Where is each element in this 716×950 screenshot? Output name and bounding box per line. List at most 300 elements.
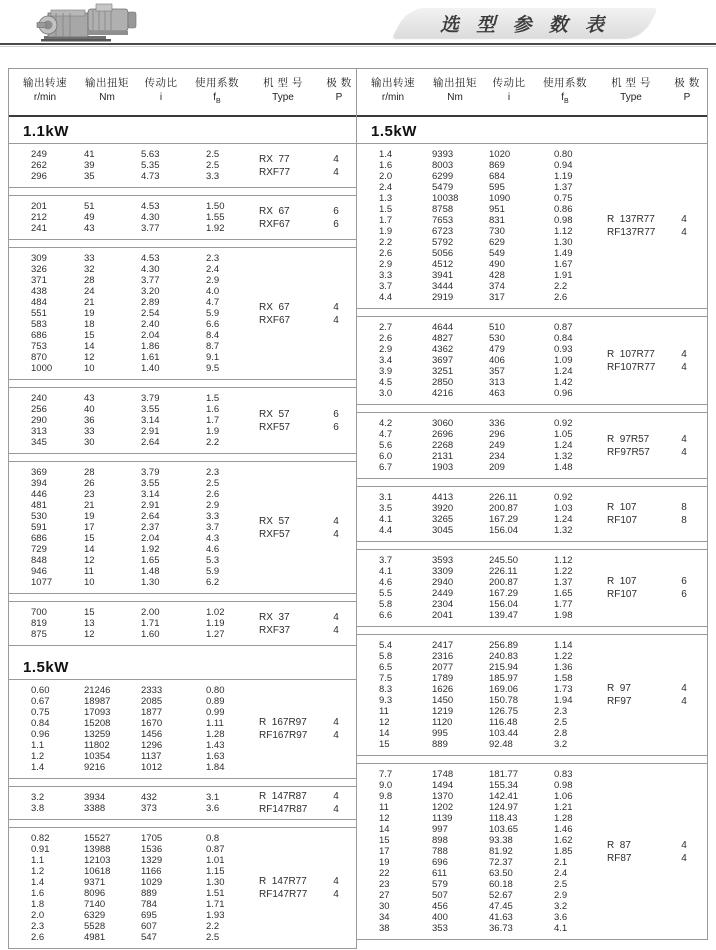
cell-service-factor: 1.19	[206, 618, 225, 629]
type-line	[607, 361, 703, 374]
cell-ratio: 2.89	[141, 297, 160, 308]
cell-service-factor: 8.4	[206, 330, 220, 341]
table-row	[9, 855, 356, 866]
cell-speed: 2.6	[379, 333, 393, 344]
power-section-label: 1.5kW	[371, 123, 417, 140]
table-row	[9, 544, 356, 555]
type-line	[259, 888, 355, 901]
cell-speed: 2.0	[379, 171, 393, 182]
cell-speed: 7.5	[379, 673, 393, 684]
cell-service-factor: 2.5	[206, 149, 220, 160]
type-group	[259, 301, 355, 327]
cell-service-factor: 1.28	[206, 729, 225, 740]
table-row	[357, 160, 707, 171]
cell-speed: 19	[379, 857, 390, 868]
type-designation: RF137R77	[607, 227, 656, 238]
cell-ratio: 60.18	[489, 879, 513, 890]
cell-service-factor: 3.6	[206, 803, 220, 814]
cell-torque: 1789	[432, 673, 454, 684]
cell-service-factor: 4.1	[554, 923, 568, 934]
cell-ratio: 1.65	[141, 555, 160, 566]
cell-service-factor: 1.37	[554, 182, 573, 193]
pole-count: 4	[681, 433, 687, 445]
cell-speed: 1.4	[31, 877, 45, 888]
cell-service-factor: 1.5	[206, 393, 220, 404]
cell-ratio: 1536	[141, 844, 163, 855]
cell-speed: 2.9	[379, 344, 393, 355]
type-line	[607, 433, 703, 446]
cell-ratio: 52.67	[489, 890, 513, 901]
cell-service-factor: 1.24	[554, 366, 573, 377]
type-line	[259, 624, 355, 637]
cell-ratio: 1.86	[141, 341, 160, 352]
cell-torque: 19	[84, 511, 95, 522]
cell-torque: 353	[432, 923, 448, 934]
cell-speed: 0.82	[31, 833, 50, 844]
type-group	[259, 153, 355, 179]
header-label-cn: 传动比	[492, 77, 526, 89]
cell-torque: 15527	[84, 833, 111, 844]
cell-service-factor: 1.30	[554, 237, 573, 248]
cell-speed: 4.5	[379, 377, 393, 388]
cell-torque: 1219	[432, 706, 454, 717]
cell-torque: 15	[84, 330, 95, 341]
cell-service-factor: 1.58	[554, 673, 573, 684]
cell-ratio: 2.40	[141, 319, 160, 330]
table-row	[9, 500, 356, 511]
cell-speed: 240	[31, 393, 47, 404]
cell-torque: 33	[84, 426, 95, 437]
cell-ratio: 406	[489, 355, 505, 366]
cell-ratio: 72.37	[489, 857, 513, 868]
cell-ratio: 2.37	[141, 522, 160, 533]
cell-ratio: 156.04	[489, 525, 519, 536]
type-designation: RX 67	[259, 301, 290, 313]
cell-ratio: 47.45	[489, 901, 513, 912]
cell-speed: 3.7	[379, 281, 393, 292]
cell-service-factor: 1.02	[206, 607, 225, 618]
cell-speed: 870	[31, 352, 47, 363]
type-designation: R 137R77	[607, 214, 655, 225]
cell-speed: 369	[31, 467, 47, 478]
type-line	[259, 515, 355, 528]
table-row	[357, 780, 707, 791]
cell-torque: 12	[84, 555, 95, 566]
cell-service-factor: 2.8	[554, 728, 568, 739]
cell-ratio: 4.30	[141, 264, 160, 275]
pole-count: 6	[333, 408, 339, 420]
header-label-cn: 极 数	[674, 77, 700, 89]
pole-count: 4	[333, 717, 339, 728]
table-row	[357, 248, 707, 259]
cell-torque: 2940	[432, 577, 454, 588]
table-row	[9, 467, 356, 478]
cell-ratio: 607	[141, 921, 157, 932]
cell-torque: 21	[84, 297, 95, 308]
cell-torque: 12103	[84, 855, 111, 866]
cell-ratio: 1.48	[141, 566, 160, 577]
type-line	[259, 166, 355, 179]
type-group	[607, 575, 703, 601]
type-designation: R 107	[607, 502, 637, 513]
cell-torque: 8003	[432, 160, 454, 171]
cell-torque: 2850	[432, 377, 454, 388]
cell-service-factor: 1.14	[554, 640, 573, 651]
cell-ratio: 1877	[141, 707, 163, 718]
cell-torque: 4644	[432, 322, 454, 333]
cell-service-factor: 0.94	[554, 160, 573, 171]
cell-ratio: 373	[141, 803, 157, 814]
cell-service-factor: 1.24	[554, 440, 573, 451]
cell-ratio: 1020	[489, 149, 511, 160]
cell-ratio: 317	[489, 292, 505, 303]
type-line	[607, 839, 703, 852]
cell-speed: 30	[379, 901, 390, 912]
cell-speed: 1.4	[379, 149, 393, 160]
cell-speed: 3.5	[379, 503, 393, 514]
type-line	[607, 695, 703, 708]
cell-ratio: 226.11	[489, 566, 518, 577]
gear-model-block	[357, 486, 707, 542]
cell-torque: 4216	[432, 388, 454, 399]
cell-ratio: 5.35	[141, 160, 160, 171]
cell-ratio: 103.65	[489, 824, 519, 835]
gear-model-block	[357, 763, 707, 940]
cell-ratio: 2.64	[141, 511, 160, 522]
cell-ratio: 2.91	[141, 426, 160, 437]
type-designation: RXF67	[259, 314, 291, 326]
type-line	[607, 514, 703, 527]
type-designation: RXF57	[259, 421, 291, 433]
cell-ratio: 3.20	[141, 286, 160, 297]
table-row	[357, 890, 707, 901]
type-group	[607, 213, 703, 239]
cell-torque: 43	[84, 223, 95, 234]
cell-ratio: 296	[489, 429, 505, 440]
pole-count: 4	[681, 683, 687, 694]
cell-ratio: 357	[489, 366, 505, 377]
cell-service-factor: 1.84	[206, 762, 225, 773]
cell-ratio: 150.78	[489, 695, 519, 706]
cell-ratio: 181.77	[489, 769, 519, 780]
cell-service-factor: 3.3	[206, 171, 220, 182]
type-line	[607, 852, 703, 865]
cell-torque: 1626	[432, 684, 454, 695]
cell-torque: 28	[84, 467, 95, 478]
cell-speed: 6.7	[379, 462, 393, 473]
cell-ratio: 432	[141, 792, 157, 803]
cell-ratio: 93.38	[489, 835, 513, 846]
cell-service-factor: 6.6	[206, 319, 220, 330]
cell-speed: 27	[379, 890, 390, 901]
cell-speed: 6.5	[379, 662, 393, 673]
cell-service-factor: 2.5	[206, 932, 220, 943]
cell-torque: 21246	[84, 685, 111, 696]
cell-speed: 201	[31, 201, 47, 212]
table-row	[9, 921, 356, 932]
cell-torque: 997	[432, 824, 448, 835]
cell-speed: 875	[31, 629, 47, 640]
cell-ratio: 215.94	[489, 662, 519, 673]
cell-torque: 1120	[432, 717, 453, 728]
cell-service-factor: 1.37	[554, 577, 573, 588]
cell-torque: 4362	[432, 344, 454, 355]
header-label-cn: 使用系数	[195, 77, 239, 89]
cell-torque: 3593	[432, 555, 454, 566]
cell-speed: 15	[379, 835, 390, 846]
pole-count: 8	[681, 515, 687, 526]
type-line	[607, 446, 703, 459]
cell-service-factor: 1.7	[206, 415, 220, 426]
table-row	[357, 377, 707, 388]
table-row	[357, 739, 707, 750]
cell-torque: 14	[84, 544, 95, 555]
header-cells	[357, 76, 707, 109]
cell-service-factor: 5.3	[206, 555, 220, 566]
type-group	[607, 839, 703, 865]
cell-speed: 256	[31, 404, 47, 415]
cell-ratio: 1456	[141, 729, 163, 740]
cell-ratio: 155.34	[489, 780, 519, 791]
cell-service-factor: 0.89	[206, 696, 225, 707]
cell-service-factor: 6.2	[206, 577, 220, 588]
type-group	[607, 348, 703, 374]
cell-speed: 1.7	[379, 215, 393, 226]
cell-service-factor: 1.27	[206, 629, 225, 640]
header-col-3	[481, 76, 537, 109]
header-label-cn: 输出转速	[371, 77, 415, 89]
cell-ratio: 2.54	[141, 308, 160, 319]
gear-model-block	[9, 195, 356, 240]
cell-service-factor: 2.5	[206, 478, 220, 489]
cell-speed: 0.91	[31, 844, 50, 855]
cell-service-factor: 1.30	[206, 877, 225, 888]
type-group	[259, 515, 355, 541]
cell-service-factor: 0.87	[554, 322, 573, 333]
table-row	[357, 333, 707, 344]
table-row	[9, 253, 356, 264]
pole-count: 4	[333, 301, 339, 313]
cell-ratio: 374	[489, 281, 505, 292]
cell-speed: 848	[31, 555, 47, 566]
cell-speed: 309	[31, 253, 47, 264]
type-designation: RXF37	[259, 624, 291, 636]
type-group	[259, 611, 355, 637]
table-row	[357, 662, 707, 673]
cell-speed: 1.2	[31, 866, 45, 877]
cell-torque: 17	[84, 522, 95, 533]
cell-torque: 41	[84, 149, 95, 160]
cell-speed: 249	[31, 149, 47, 160]
cell-torque: 5056	[432, 248, 454, 259]
type-designation: RF167R97	[259, 730, 308, 741]
cell-torque: 3920	[432, 503, 454, 514]
cell-service-factor: 0.75	[554, 193, 573, 204]
cell-ratio: 1296	[141, 740, 163, 751]
cell-service-factor: 2.2	[206, 921, 220, 932]
cell-speed: 446	[31, 489, 47, 500]
table-row	[9, 478, 356, 489]
cell-ratio: 1.60	[141, 629, 160, 640]
type-designation: R 147R77	[259, 876, 307, 887]
cell-torque: 11802	[84, 740, 110, 751]
cell-service-factor: 1.42	[554, 377, 573, 388]
cell-ratio: 3.79	[141, 393, 160, 404]
header-col-6	[669, 76, 705, 109]
cell-service-factor: 1.12	[554, 555, 573, 566]
type-line	[259, 301, 355, 314]
type-designation: RF107	[607, 515, 638, 526]
table-row	[357, 418, 707, 429]
cell-service-factor: 1.36	[554, 662, 573, 673]
type-designation: R 107R77	[607, 348, 655, 360]
cell-torque: 2919	[432, 292, 454, 303]
cell-service-factor: 2.9	[206, 275, 220, 286]
cell-torque: 13	[84, 618, 95, 629]
table-row	[9, 844, 356, 855]
cell-ratio: 103.44	[489, 728, 519, 739]
cell-torque: 9393	[432, 149, 454, 160]
cell-speed: 12	[379, 813, 390, 824]
cell-service-factor: 1.50	[206, 201, 225, 212]
cell-ratio: 530	[489, 333, 505, 344]
cell-service-factor: 1.06	[554, 791, 573, 802]
cell-service-factor: 2.2	[206, 437, 220, 448]
cell-ratio: 889	[141, 888, 157, 899]
cell-torque: 35	[84, 171, 95, 182]
cell-service-factor: 2.1	[554, 857, 568, 868]
table-row	[357, 879, 707, 890]
table-row	[357, 651, 707, 662]
cell-torque: 1494	[432, 780, 454, 791]
cell-service-factor: 1.43	[206, 740, 225, 751]
cell-ratio: 41.63	[489, 912, 513, 923]
cell-ratio: 167.29	[489, 514, 519, 525]
table-row	[357, 610, 707, 621]
cell-speed: 14	[379, 824, 390, 835]
cell-ratio: 256.89	[489, 640, 519, 651]
cell-speed: 946	[31, 566, 47, 577]
table-row	[9, 264, 356, 275]
cell-torque: 2268	[432, 440, 454, 451]
cell-speed: 1.4	[31, 762, 45, 773]
cell-service-factor: 2.3	[554, 706, 568, 717]
table-row	[357, 270, 707, 281]
cell-service-factor: 2.3	[206, 467, 220, 478]
cell-speed: 484	[31, 297, 47, 308]
cell-torque: 7653	[432, 215, 454, 226]
table-row	[9, 363, 356, 374]
cell-ratio: 118.43	[489, 813, 518, 824]
cell-ratio: 4.73	[141, 171, 160, 182]
pole-count: 6	[333, 205, 339, 217]
type-group	[607, 501, 703, 527]
cell-service-factor: 2.5	[206, 160, 220, 171]
type-designation: RF97	[607, 696, 632, 707]
cell-torque: 10	[84, 577, 95, 588]
cell-torque: 898	[432, 835, 448, 846]
cell-ratio: 1329	[141, 855, 163, 866]
cell-torque: 9371	[84, 877, 106, 888]
cell-service-factor: 0.99	[206, 707, 225, 718]
cell-ratio: 595	[489, 182, 505, 193]
page-header	[0, 0, 716, 46]
cell-ratio: 730	[489, 226, 505, 237]
table-row	[357, 171, 707, 182]
cell-speed: 551	[31, 308, 47, 319]
cell-service-factor: 1.93	[206, 910, 225, 921]
header-label-cn: 输出转速	[23, 77, 67, 89]
cell-speed: 9.0	[379, 780, 393, 791]
cell-speed: 1.6	[379, 160, 393, 171]
cell-ratio: 169.06	[489, 684, 519, 695]
cell-service-factor: 1.49	[554, 248, 573, 259]
pole-count: 4	[681, 696, 687, 707]
cell-ratio: 3.55	[141, 404, 160, 415]
cell-speed: 3.4	[379, 355, 393, 366]
cell-torque: 17093	[84, 707, 111, 718]
header-label-en: P	[683, 92, 691, 103]
cell-torque: 4413	[432, 492, 454, 503]
cell-torque: 3060	[432, 418, 454, 429]
cell-torque: 12	[84, 629, 95, 640]
cell-torque: 1202	[432, 802, 454, 813]
cell-torque: 507	[432, 890, 448, 901]
cell-ratio: 951	[489, 204, 505, 215]
cell-service-factor: 1.51	[206, 888, 225, 899]
pole-count: 4	[333, 730, 339, 741]
cell-torque: 9216	[84, 762, 106, 773]
type-group	[259, 205, 355, 231]
cell-ratio: 81.92	[489, 846, 513, 857]
table-row	[357, 769, 707, 780]
header-col-2	[429, 76, 481, 109]
table-row	[9, 577, 356, 588]
pole-count: 4	[333, 611, 339, 623]
table-row	[357, 281, 707, 292]
table-row	[357, 182, 707, 193]
cell-ratio: 36.73	[489, 923, 513, 934]
cell-service-factor: 1.22	[554, 566, 573, 577]
table-row	[9, 833, 356, 844]
header-col-1	[357, 76, 429, 109]
cell-ratio: 185.97	[489, 673, 519, 684]
cell-torque: 456	[432, 901, 448, 912]
cell-service-factor: 0.8	[206, 833, 220, 844]
table-column-right	[357, 68, 708, 940]
cell-ratio: 2333	[141, 685, 163, 696]
table-row	[9, 437, 356, 448]
pole-count: 4	[333, 166, 339, 178]
cell-service-factor: 0.83	[554, 769, 573, 780]
cell-service-factor: 4.0	[206, 286, 220, 297]
cell-torque: 30	[84, 437, 95, 448]
table-row	[357, 322, 707, 333]
type-designation: R 147R87	[259, 791, 307, 802]
cell-service-factor: 0.92	[554, 492, 573, 503]
pole-count: 6	[333, 218, 339, 230]
cell-ratio: 831	[489, 215, 505, 226]
type-group	[259, 716, 355, 742]
cell-ratio: 209	[489, 462, 505, 473]
cell-ratio: 1029	[141, 877, 163, 888]
cell-ratio: 245.50	[489, 555, 519, 566]
header-label-cn: 传动比	[144, 77, 178, 89]
cell-service-factor: 9.5	[206, 363, 220, 374]
table-row	[357, 802, 707, 813]
cell-service-factor: 4.6	[206, 544, 220, 555]
cell-speed: 262	[31, 160, 47, 171]
